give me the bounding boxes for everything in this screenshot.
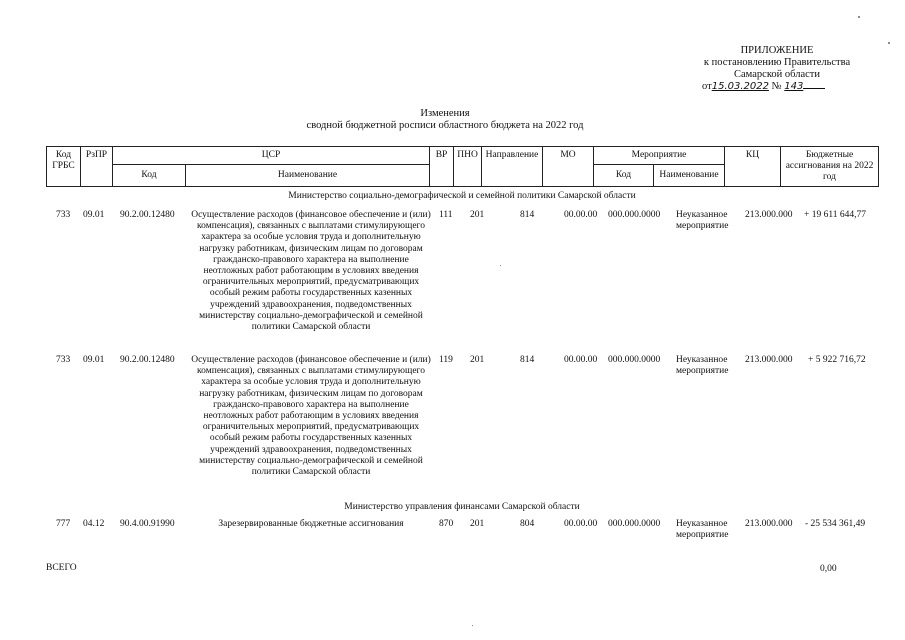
header-vr: ВР	[430, 147, 454, 187]
header-event: Мероприятие	[594, 147, 725, 165]
cell-name: Осуществление расходов (финансовое обеспечение и (или) компенсация), связанных с выплатами стимулирующего характера за особые условия труда и дополнительную нагрузку работникам, физическим лицам по договорам гражданско-правового характера на выполнение неотложных работ работающим в условиях введения ограничительных мероприятий, предусматривающих особый режим работы государственных казенных учреждений здравоохранения, подведомственных министерству социально-демографической и семейной политики Самарской области	[191, 210, 431, 333]
header-csr: ЦСР	[113, 147, 430, 165]
cell-event-name: Неуказанное мероприятие	[676, 210, 729, 232]
cell-pno: 201	[470, 210, 485, 220]
header-csr-name: Наименование	[186, 165, 430, 187]
total-label: ВСЕГО	[46, 563, 77, 573]
cell-grbs: 777	[56, 519, 71, 529]
header-event-name: Наименование	[654, 165, 725, 187]
cell-direction: 804	[520, 519, 535, 529]
scan-speck	[888, 42, 890, 44]
header-pno: ПНО	[454, 147, 482, 187]
header-allocations: Бюджетные ассигнования на 2022 год	[781, 147, 879, 187]
table-row	[46, 519, 878, 545]
cell-csr-code: 90.2.00.12480	[120, 210, 175, 220]
cell-amount: - 25 534 361,49	[805, 519, 866, 529]
cell-vr: 119	[439, 355, 453, 365]
cell-name: Зарезервированные бюджетные ассигнования	[218, 519, 404, 529]
cell-event-code: 000.000.0000	[608, 210, 661, 220]
cell-vr: 870	[439, 519, 454, 529]
cell-pno: 201	[470, 519, 485, 529]
cell-amount: + 5 922 716,72	[808, 355, 866, 365]
title-line-1: Изменения	[420, 108, 470, 119]
section-title: Министерство управления финансами Самарской области	[344, 502, 580, 512]
appendix-date-line	[682, 81, 872, 93]
cell-name: Осуществление расходов (финансовое обеспечение и (или) компенсация), связанных с выплатами стимулирующего характера за особые условия труда и дополнительную нагрузку работникам, физическим лицам по договорам гражданско-правового характера на выполнение неотложных работ работающим в условиях введения ограничительных мероприятий, предусматривающих особый режим работы государственных казенных учреждений здравоохранения, подведомственных министерству социально-демографической и семейной политики Самарской области	[191, 355, 431, 478]
cell-direction: 814	[520, 210, 535, 220]
cell-rzpr: 04.12	[83, 519, 105, 529]
appendix-line-region: Самарской области	[734, 69, 820, 80]
cell-amount: + 19 611 644,77	[804, 210, 867, 220]
appendix-block	[682, 45, 872, 93]
appendix-title: ПРИЛОЖЕНИЕ	[740, 45, 814, 56]
table-header	[46, 146, 879, 187]
date-prefix: от	[702, 81, 712, 92]
cell-kc: 213.000.000	[745, 210, 793, 220]
cell-kc: 213.000.000	[745, 355, 793, 365]
cell-rzpr: 09.01	[83, 210, 105, 220]
cell-rzpr: 09.01	[83, 355, 105, 365]
title-line-2: сводной бюджетной росписи областного бюджета на 2022 год	[306, 120, 584, 131]
total-value: 0,00	[820, 564, 837, 574]
scan-speck	[858, 16, 860, 18]
cell-vr: 111	[439, 210, 453, 220]
cell-mo: 00.00.00	[564, 355, 598, 365]
cell-direction: 814	[520, 355, 535, 365]
document-title	[250, 108, 640, 132]
cell-grbs: 733	[56, 210, 71, 220]
cell-mo: 00.00.00	[564, 210, 598, 220]
handwritten-number: 143	[784, 81, 804, 92]
handwritten-date: 15.03.2022	[711, 81, 769, 92]
header-grbs: Код ГРБС	[47, 147, 81, 187]
cell-mo: 00.00.00	[564, 519, 598, 529]
cell-csr-code: 90.4.00.91990	[120, 519, 175, 529]
header-mo: МО	[543, 147, 594, 187]
table-row	[46, 355, 878, 490]
scan-speck	[472, 625, 473, 626]
cell-event-name: Неуказанное мероприятие	[676, 519, 729, 541]
section-title: Министерство социально-демографической и семейной политики Самарской области	[288, 191, 636, 201]
cell-kc: 213.000.000	[745, 519, 793, 529]
cell-csr-code: 90.2.00.12480	[120, 355, 175, 365]
cell-grbs: 733	[56, 355, 71, 365]
appendix-line-resolution: к постановлению Правительства	[703, 57, 851, 68]
header-direction: Направление	[482, 147, 543, 187]
cell-event-code: 000.000.0000	[608, 519, 661, 529]
header-rzpr: РзПР	[81, 147, 113, 187]
table-row	[46, 210, 878, 340]
header-kc: КЦ	[725, 147, 781, 187]
scan-speck	[500, 265, 501, 266]
header-event-code: Код	[594, 165, 654, 187]
header-csr-code: Код	[113, 165, 186, 187]
cell-pno: 201	[470, 355, 485, 365]
number-prefix: №	[771, 81, 782, 92]
cell-event-code: 000.000.0000	[608, 355, 661, 365]
cell-event-name: Неуказанное мероприятие	[676, 355, 729, 377]
